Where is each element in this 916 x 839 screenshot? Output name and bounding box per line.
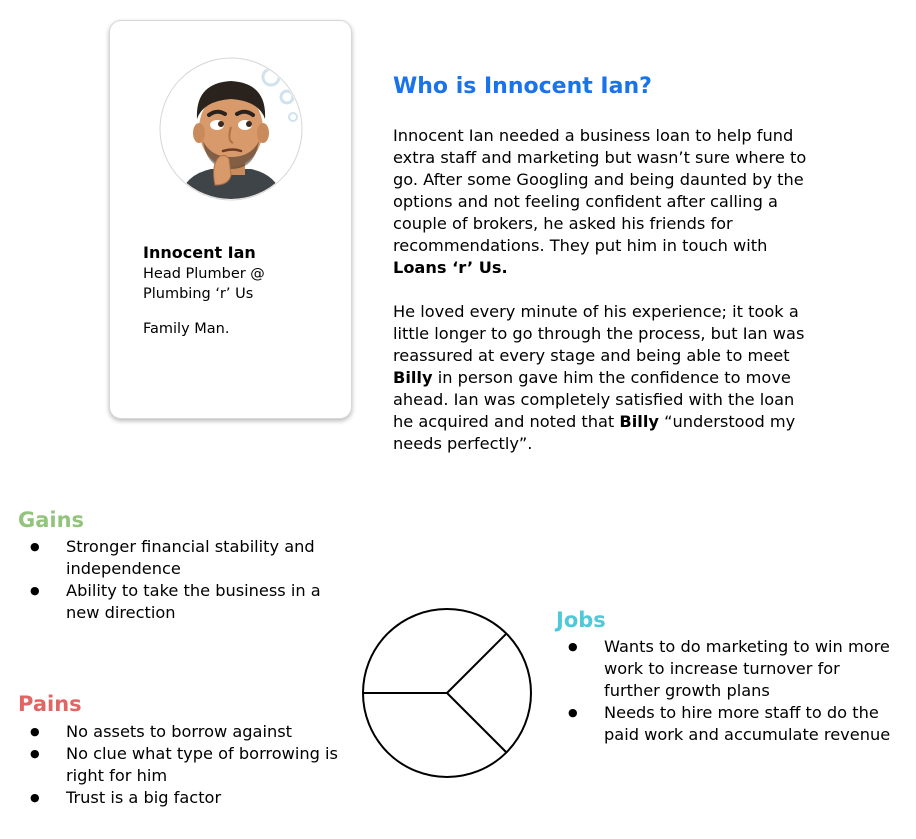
avatar [159, 57, 303, 201]
list-item: ● Wants to do marketing to win more work to increase turnover for further growth plans [556, 636, 896, 702]
advisor-name: Billy [393, 368, 433, 387]
pains-title: Pains [18, 692, 82, 716]
profile-role: Head Plumber @ Plumbing ‘r’ Us [143, 266, 265, 302]
list-item: ● No clue what type of borrowing is right for him [18, 743, 340, 787]
advisor-name: Billy [619, 412, 659, 431]
pains-list [18, 721, 340, 809]
divider-line-upper-right [447, 634, 506, 693]
list-item: ● Trust is a big factor [18, 787, 340, 809]
profile-tagline: Family Man. [143, 321, 230, 337]
list-item: ● No assets to borrow against [18, 721, 340, 743]
about-paragraph-2: He loved every minute of his experience; it took a little longer to go through the process, but Ian was reassured at every stage and being able to meet Billy in person gave him the confidence to move ahead. Ian was completely satisfied with the loan he acquired and noted that Billy “understood my needs perfectly”. [393, 302, 805, 453]
profile-name: Innocent Ian [143, 243, 256, 262]
list-item: ● Stronger financial stability and independence [18, 536, 336, 580]
about-paragraph-1: Innocent Ian needed a business loan to help fund extra staff and marketing but wasn’t sure where to go. After some Googling and being daunted by the options and not feeling confident after calling a couple of brokers, he asked his friends for recommendations. They put him in touch with Loans ‘r’ Us. [393, 126, 807, 277]
jobs-title: Jobs [556, 608, 606, 632]
list-item: ● Needs to hire more staff to do the paid work and accumulate revenue [556, 702, 896, 746]
profile-card [109, 20, 352, 419]
three-segment-circle-icon [360, 606, 534, 780]
about-body [393, 125, 813, 477]
company-name: Loans ‘r’ Us. [393, 258, 508, 277]
list-item: ● Ability to take the business in a new direction [18, 580, 336, 624]
gains-title: Gains [18, 508, 85, 532]
jobs-list [556, 636, 896, 746]
about-heading: Who is Innocent Ian? [393, 74, 652, 99]
divider-line-lower-right [447, 693, 506, 752]
gains-list [18, 536, 336, 624]
